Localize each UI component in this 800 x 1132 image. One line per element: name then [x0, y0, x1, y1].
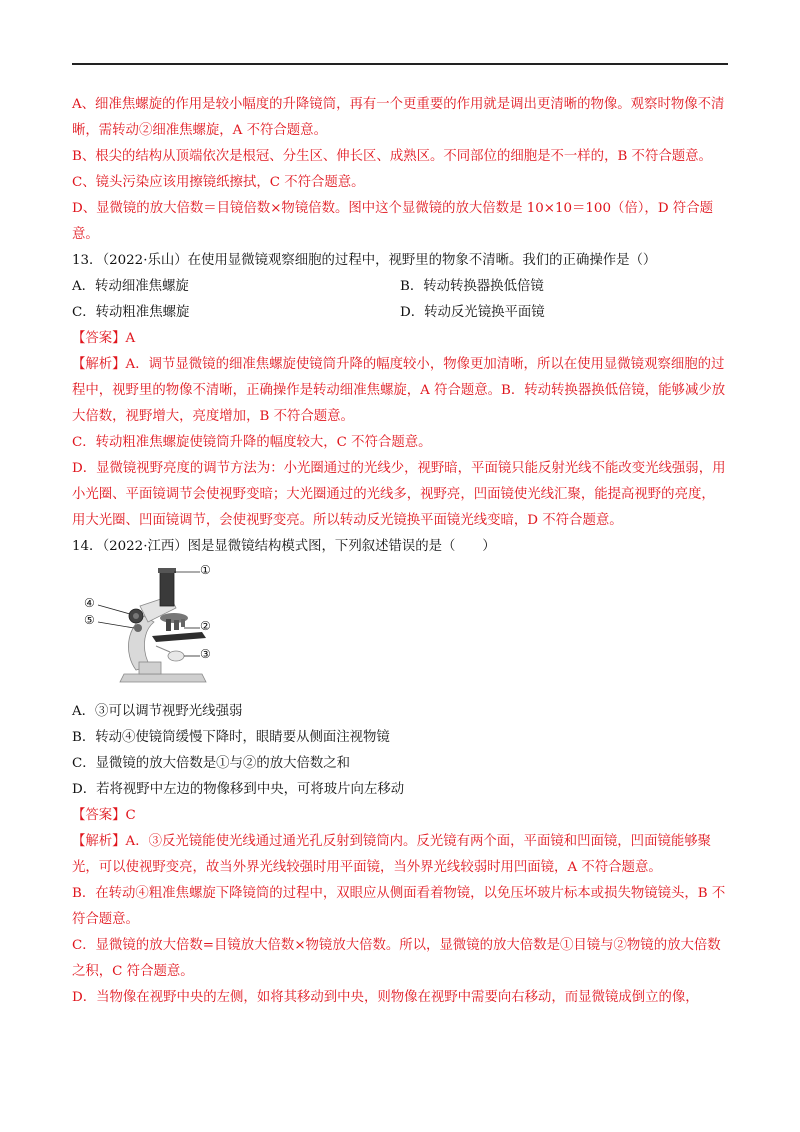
q13-option-a: A．转动细准焦螺旋 — [72, 279, 189, 294]
page-content — [72, 92, 728, 1011]
prev-analysis-d: D、显微镜的放大倍数＝目镜倍数×物镜倍数。图中这个显微镜的放大倍数是 10×10＝100（倍），D 符合题意。 — [72, 201, 713, 242]
microscope-figure — [84, 563, 244, 691]
q13-options-row-2 — [72, 300, 728, 326]
q13-options-row-1 — [72, 274, 728, 300]
q14-stem: 14．（2022·江西）图是显微镜结构模式图，下列叙述错误的是（ ） — [72, 539, 496, 554]
q14-analysis-3: C．显微镜的放大倍数=目镜放大倍数×物镜放大倍数。所以，显微镜的放大倍数是①目镜与②物镜的放大倍数之积，C 符合题意。 — [72, 938, 721, 979]
q13-analysis-1: 【解析】A．调节显微镜的细准焦螺旋使镜筒升降的幅度较小，物像更加清晰，所以在使用显微镜观察细胞的过程中，视野里的物像不清晰，正确操作是转动细准焦螺旋，A 符合题意。B．转动转换器换低倍镜，能够减少放大倍数，视野增大，亮度增加，B 不符合题意。 — [72, 357, 726, 424]
q13-analysis-2: C．转动粗准焦螺旋使镜筒升降的幅度较大，C 不符合题意。 — [72, 435, 432, 450]
q14-analysis-2: B．在转动④粗准焦螺旋下降镜筒的过程中，双眼应从侧面看着物镜，以免压坏玻片标本或损失物镜镜头，B 不符合题意。 — [72, 886, 726, 927]
figure-label-5: ⑤ — [84, 613, 95, 627]
q13-option-c: C．转动粗准焦螺旋 — [72, 305, 190, 320]
microscope-illustration — [84, 566, 244, 691]
q13-option-d: D．转动反光镜换平面镜 — [400, 305, 545, 320]
figure-label-3: ③ — [200, 647, 211, 661]
figure-label-2: ② — [200, 619, 211, 633]
prev-analysis-a: A、细准焦螺旋的作用是较小幅度的升降镜筒，再有一个更重要的作用就是调出更清晰的物像。观察时物像不清晰，需转动②细准焦螺旋，A 不符合题意。 — [72, 97, 725, 138]
q14-analysis-1: 【解析】A．③反光镜能使光线通过通光孔反射到镜筒内。反光镜有两个面，平面镜和凹面镜，凹面镜能够聚光，可以使视野变亮，故当外界光线较强时用平面镜，当外界光线较弱时用凹面镜，A 不符合题意。 — [72, 834, 712, 875]
q13-option-b: B．转动转换器换低倍镜 — [400, 279, 544, 294]
q14-option-b: B．转动④使镜筒缓慢下降时，眼睛要从侧面注视物镜 — [72, 730, 390, 745]
q13-analysis-3: D．显微镜视野亮度的调节方法为：小光圈通过的光线少，视野暗，平面镜只能反射光线不能改变光线强弱，用小光圈、平面镜调节会使视野变暗；大光圈通过的光线多，视野亮，凹面镜使光线汇聚，能提高视野的亮度，用大光圈、凹面镜调节，会使视野变亮。所以转动反光镜换平面镜光线变暗，D 不符合题意。 — [72, 461, 726, 528]
q14-option-d: D．若将视野中左边的物像移到中央，可将玻片向左移动 — [72, 782, 405, 797]
q14-option-a: A．③可以调节视野光线强弱 — [72, 704, 243, 719]
q14-analysis-4: D．当物像在视野中央的左侧，如将其移动到中央，则物像在视野中需要向右移动，而显微镜成倒立的像， — [72, 990, 699, 1005]
q14-option-c: C．显微镜的放大倍数是①与②的放大倍数之和 — [72, 756, 351, 771]
prev-analysis-c: C、镜头污染应该用擦镜纸擦拭，C 不符合题意。 — [72, 175, 365, 190]
header-rule — [72, 63, 728, 65]
q14-answer: 【答案】C — [72, 808, 136, 823]
q13-stem: 13．（2022·乐山）在使用显微镜观察细胞的过程中，视野里的物象不清晰。我们的正确操作是（） — [72, 253, 657, 268]
figure-label-1: ① — [200, 563, 211, 577]
prev-analysis-b: B、根尖的结构从顶端依次是根冠、分生区、伸长区、成熟区。不同部位的细胞是不一样的，B 不符合题意。 — [72, 149, 712, 164]
q13-answer: 【答案】A — [72, 331, 136, 346]
figure-label-4: ④ — [84, 596, 95, 610]
